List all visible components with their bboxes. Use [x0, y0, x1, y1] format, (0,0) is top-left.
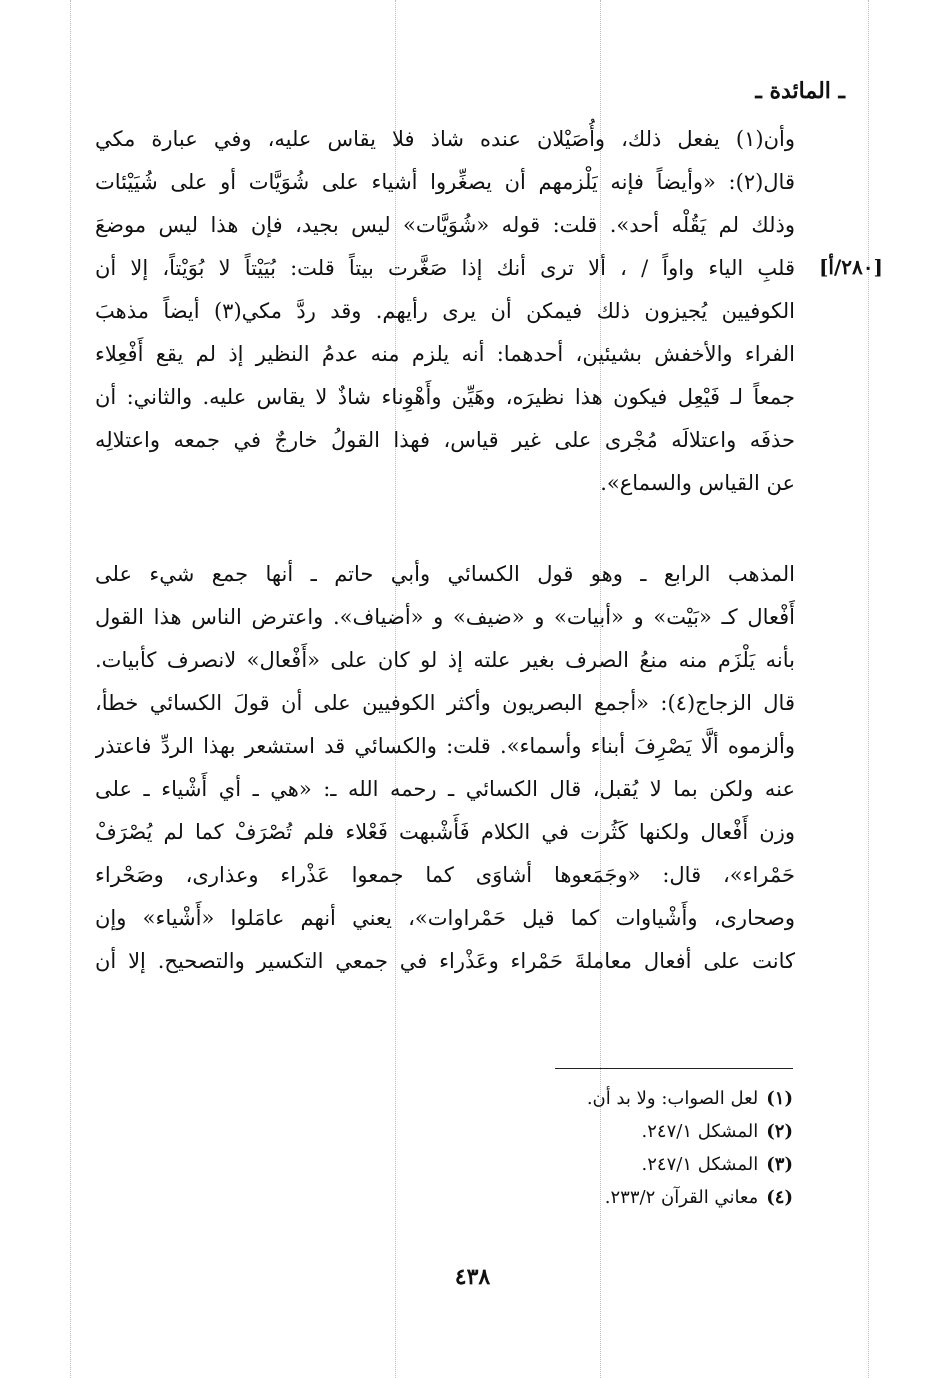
paragraph	[95, 553, 795, 983]
text-line: الفراء والأخفش بشيئين، أحدهما: أنه يلزم منه عدمُ النظير إذ لم يقع أَفْعِلاء	[95, 342, 795, 366]
footnote-text: المشكل ٢٤٧/١.	[641, 1154, 759, 1175]
main-text	[95, 118, 795, 983]
text-line: وأن(١) يفعل ذلك، وأُصَيْلان عنده شاذ فلا يقاس عليه، وفي عبارة مكي	[95, 127, 795, 151]
text-line: المذهب الرابع ـ وهو قول الكسائي وأبي حاتم ـ أنها جمع شيء على	[95, 562, 795, 586]
margin-folio-reference: [٢٨٠/أ]	[818, 255, 883, 279]
footnote	[293, 1148, 793, 1181]
footnote-number: (١)	[766, 1088, 793, 1109]
text-line: حذفَه واعتلالَه مُجْرى على غير قياس، فهذا القولُ خارجٌ في جمعه واعتلالِه	[95, 428, 795, 452]
text-line: قال(٢): «وأيضاً فإنه يَلْزمهم أن يصغِّروا أشياء على شُوَيَّات أو على شُيَيْئات	[95, 170, 795, 194]
guide-line	[868, 0, 869, 1378]
footnote-text: معاني القرآن ٢٣٣/٢.	[604, 1187, 759, 1208]
text-line: وصحارى، وأَشْياوات كما قيل حَمْراوات»، يعني أنهم عامَلوا «أَشْياء» وإن	[95, 906, 795, 930]
text-line: وألزموه ألَّا يَصْرِفَ أبناء وأسماء». قلت: والكسائي قد استشعر بهذا الردِّ فاعتذر	[95, 734, 795, 758]
footnote-number: (٤)	[766, 1187, 793, 1208]
page-number: ٤٣٨	[454, 1264, 491, 1290]
text-line: وزن أَفْعال ولكنها كَثُرت في الكلام فَأَشْبهت فَعْلاء فلم تُصْرَفْ كما لم يُصْرَفْ	[95, 820, 795, 844]
text-line: الكوفيين يُجيزون ذلك فيمكن أن يرى رأيهم. وقد ردَّ مكي(٣) أيضاً مذهبَ	[95, 299, 795, 323]
paragraph	[95, 118, 795, 505]
text-line: عنه ولكن بما لا يُقبل، قال الكسائي ـ رحمه الله ـ: «هي ـ أي أَشْياء ـ على	[95, 777, 795, 801]
text-line: عن القياس والسماع».	[600, 471, 795, 495]
guide-line	[70, 0, 71, 1378]
text-line: حَمْراء»، قال: «وجَمَعوها أشاوَى كما جمعوا عَذْراء وعذارى، وصَحْراء	[95, 863, 795, 887]
text-line: بأنه يَلْزَم منه منعُ الصرف بغير علته إذ لو كان على «أَفْعال» لانصرف كأبيات.	[95, 648, 795, 672]
footnote-separator	[555, 1068, 793, 1069]
text-line: قال الزجاج(٤): «أجمع البصريون وأكثر الكوفيين على أن قولَ الكسائي خطأ،	[95, 691, 795, 715]
footnote-text: المشكل ٢٤٧/١.	[641, 1121, 759, 1142]
running-header: ـ المائدة ـ	[755, 78, 845, 104]
footnote	[293, 1181, 793, 1214]
footnote-text: لعل الصواب: ولا بد أن.	[586, 1088, 759, 1109]
text-line: كانت على أفعال معاملةَ حَمْراء وعَذْراء في جمعي التكسير والتصحيح. إلا أن	[95, 949, 795, 973]
footnote-number: (٢)	[766, 1121, 793, 1142]
paragraph-gap	[95, 505, 795, 553]
text-line: قلبِ الياء واواً / ، ألا ترى أنك إذا صَغَّرت بيتاً قلت: بُيَيْتاً لا بُوَيْتاً، إلا أن	[95, 256, 795, 280]
footnote	[293, 1082, 793, 1115]
footnotes	[293, 1082, 793, 1214]
text-line: وذلك لم يَقُلْه أحد». قلت: قوله «شُوَيَّات» ليس بجيد، فإن هذا ليس موضعَ	[95, 213, 795, 237]
text-line: أَفْعال كـ «بَيْت» و «أبيات» و «ضيف» و «أضياف». واعترض الناس هذا القول	[95, 605, 795, 629]
text-line: جمعاً لـ فَيْعِل فيكون هذا نظيرَه، وهَيِّن وأَهْوِناء شاذٌ لا يقاس عليه. والثاني: أن	[95, 385, 795, 409]
footnote-number: (٣)	[766, 1154, 793, 1175]
footnote	[293, 1115, 793, 1148]
